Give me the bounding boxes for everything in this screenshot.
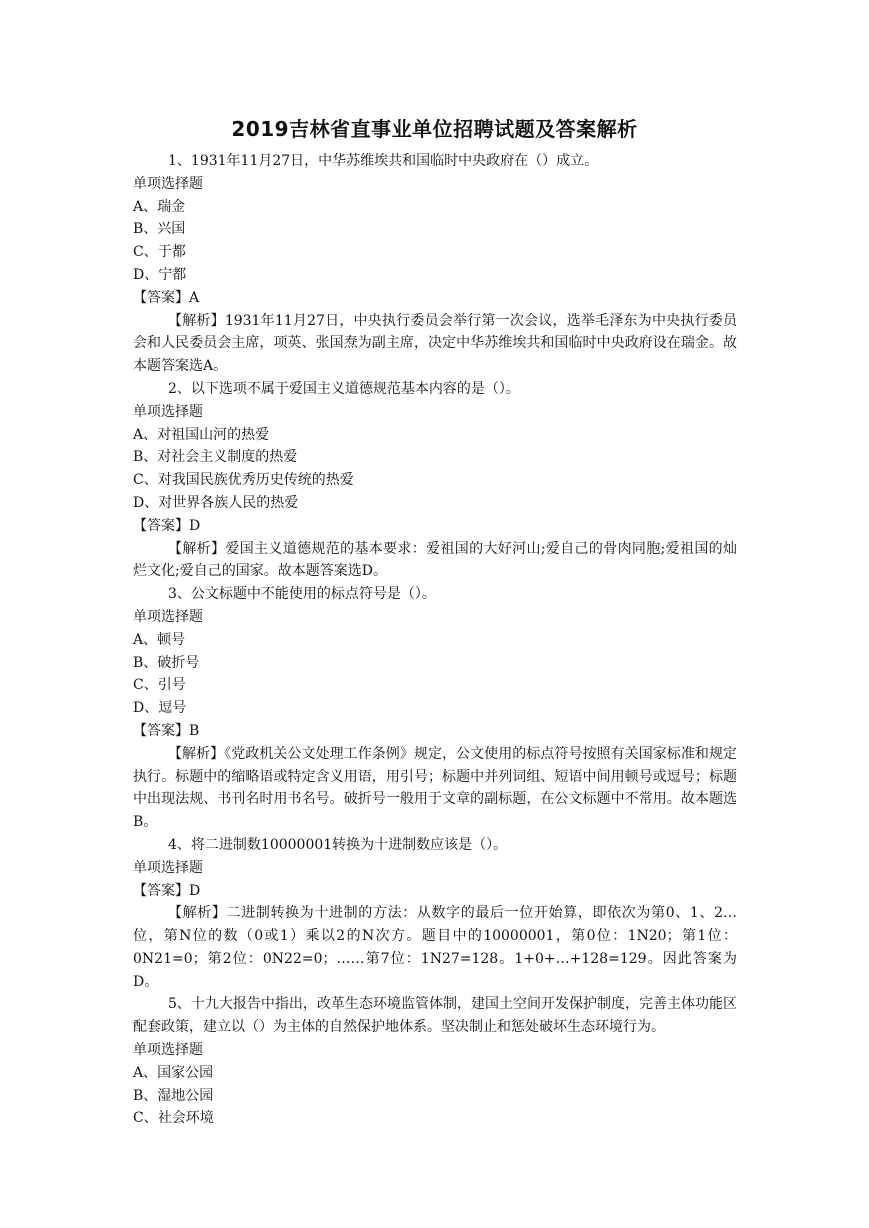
question-stem: 3、公文标题中不能使用的标点符号是（）。 [168, 586, 436, 603]
option-item: A、顿号 [133, 631, 186, 648]
option-item: A、对祖国山河的热爱 [133, 426, 270, 443]
question-stem: 1、1931年11月27日，中华苏维埃共和国临时中央政府在（）成立。 [168, 153, 599, 169]
answer-line: 【答案】D [133, 517, 201, 534]
question-stem: 4、将二进制数10000001转换为十进制数应该是（）。 [168, 836, 508, 853]
question-type: 单项选择题 [133, 1042, 203, 1059]
question-type: 单项选择题 [133, 859, 203, 876]
option-item: D、宁都 [133, 266, 187, 283]
option-item: C、于都 [133, 244, 186, 261]
document-body [133, 150, 737, 1130]
answer-line: 【答案】B [133, 722, 200, 739]
question-type: 单项选择题 [133, 175, 203, 192]
question-stem: 5、十九大报告中指出，改革生态环境监管体制，建国土空间开发保护制度，完善主体功能区配套政策，建立以（）为主体的自然保护地体系。坚决制止和惩处破坏生态环境行为。 [133, 996, 737, 1036]
question-type: 单项选择题 [133, 608, 203, 625]
analysis-paragraph: 【解析】1931年11月27日，中央执行委员会举行第一次会议，选举毛泽东为中央执行委员会和人民委员会主席，项英、张国焘为副主席，决定中华苏维埃共和国临时中央政府设在瑞金。故本题答案选A。 [133, 312, 737, 375]
answer-line: 【答案】A [133, 289, 200, 306]
answer-line: 【答案】D [133, 882, 201, 899]
option-item: B、对社会主义制度的热爱 [133, 449, 298, 466]
option-item: C、对我国民族优秀历史传统的热爱 [133, 472, 354, 489]
analysis-paragraph: 【解析】爱国主义道德规范的基本要求：爱祖国的大好河山;爱自己的骨肉同胞;爱祖国的灿烂文化;爱自己的国家。故本题答案选D。 [133, 540, 737, 580]
analysis-paragraph: 【解析】《党政机关公文处理工作条例》规定，公文使用的标点符号按照有关国家标准和规定执行。标题中的缩略语或特定含义用语，用引号；标题中并列词组、短语中间用顿号或逗号；标题中出现法规、书刊名时用书名号。破折号一般用于文章的副标题，在公文标题中不常用。故本题选B。 [133, 745, 737, 831]
option-item: B、兴国 [133, 221, 186, 238]
option-item: A、瑞金 [133, 198, 186, 215]
option-item: C、社会环境 [133, 1110, 214, 1127]
option-item: A、国家公园 [133, 1064, 214, 1081]
analysis-paragraph: 【解析】二进制转换为十进制的方法：从数字的最后一位开始算，即依次为第0、1、2…位，第N位的数（0或1）乘以2的N次方。题目中的10000001，第0位：1N20；第1位：0N21=0；第2位：0N22=0；……第7位：1N27=128。1+0+…+128=129。因此答案为D。 [133, 905, 737, 990]
option-item: D、逗号 [133, 700, 187, 717]
option-item: B、破折号 [133, 654, 200, 671]
question-stem: 2、以下选项不属于爱国主义道德规范基本内容的是（）。 [168, 380, 520, 397]
option-item: D、对世界各族人民的热爱 [133, 494, 299, 511]
option-item: C、引号 [133, 677, 186, 694]
question-type: 单项选择题 [133, 403, 203, 420]
document-title: 2019吉林省直事业单位招聘试题及答案解析 [231, 117, 638, 141]
option-item: B、湿地公园 [133, 1087, 214, 1104]
